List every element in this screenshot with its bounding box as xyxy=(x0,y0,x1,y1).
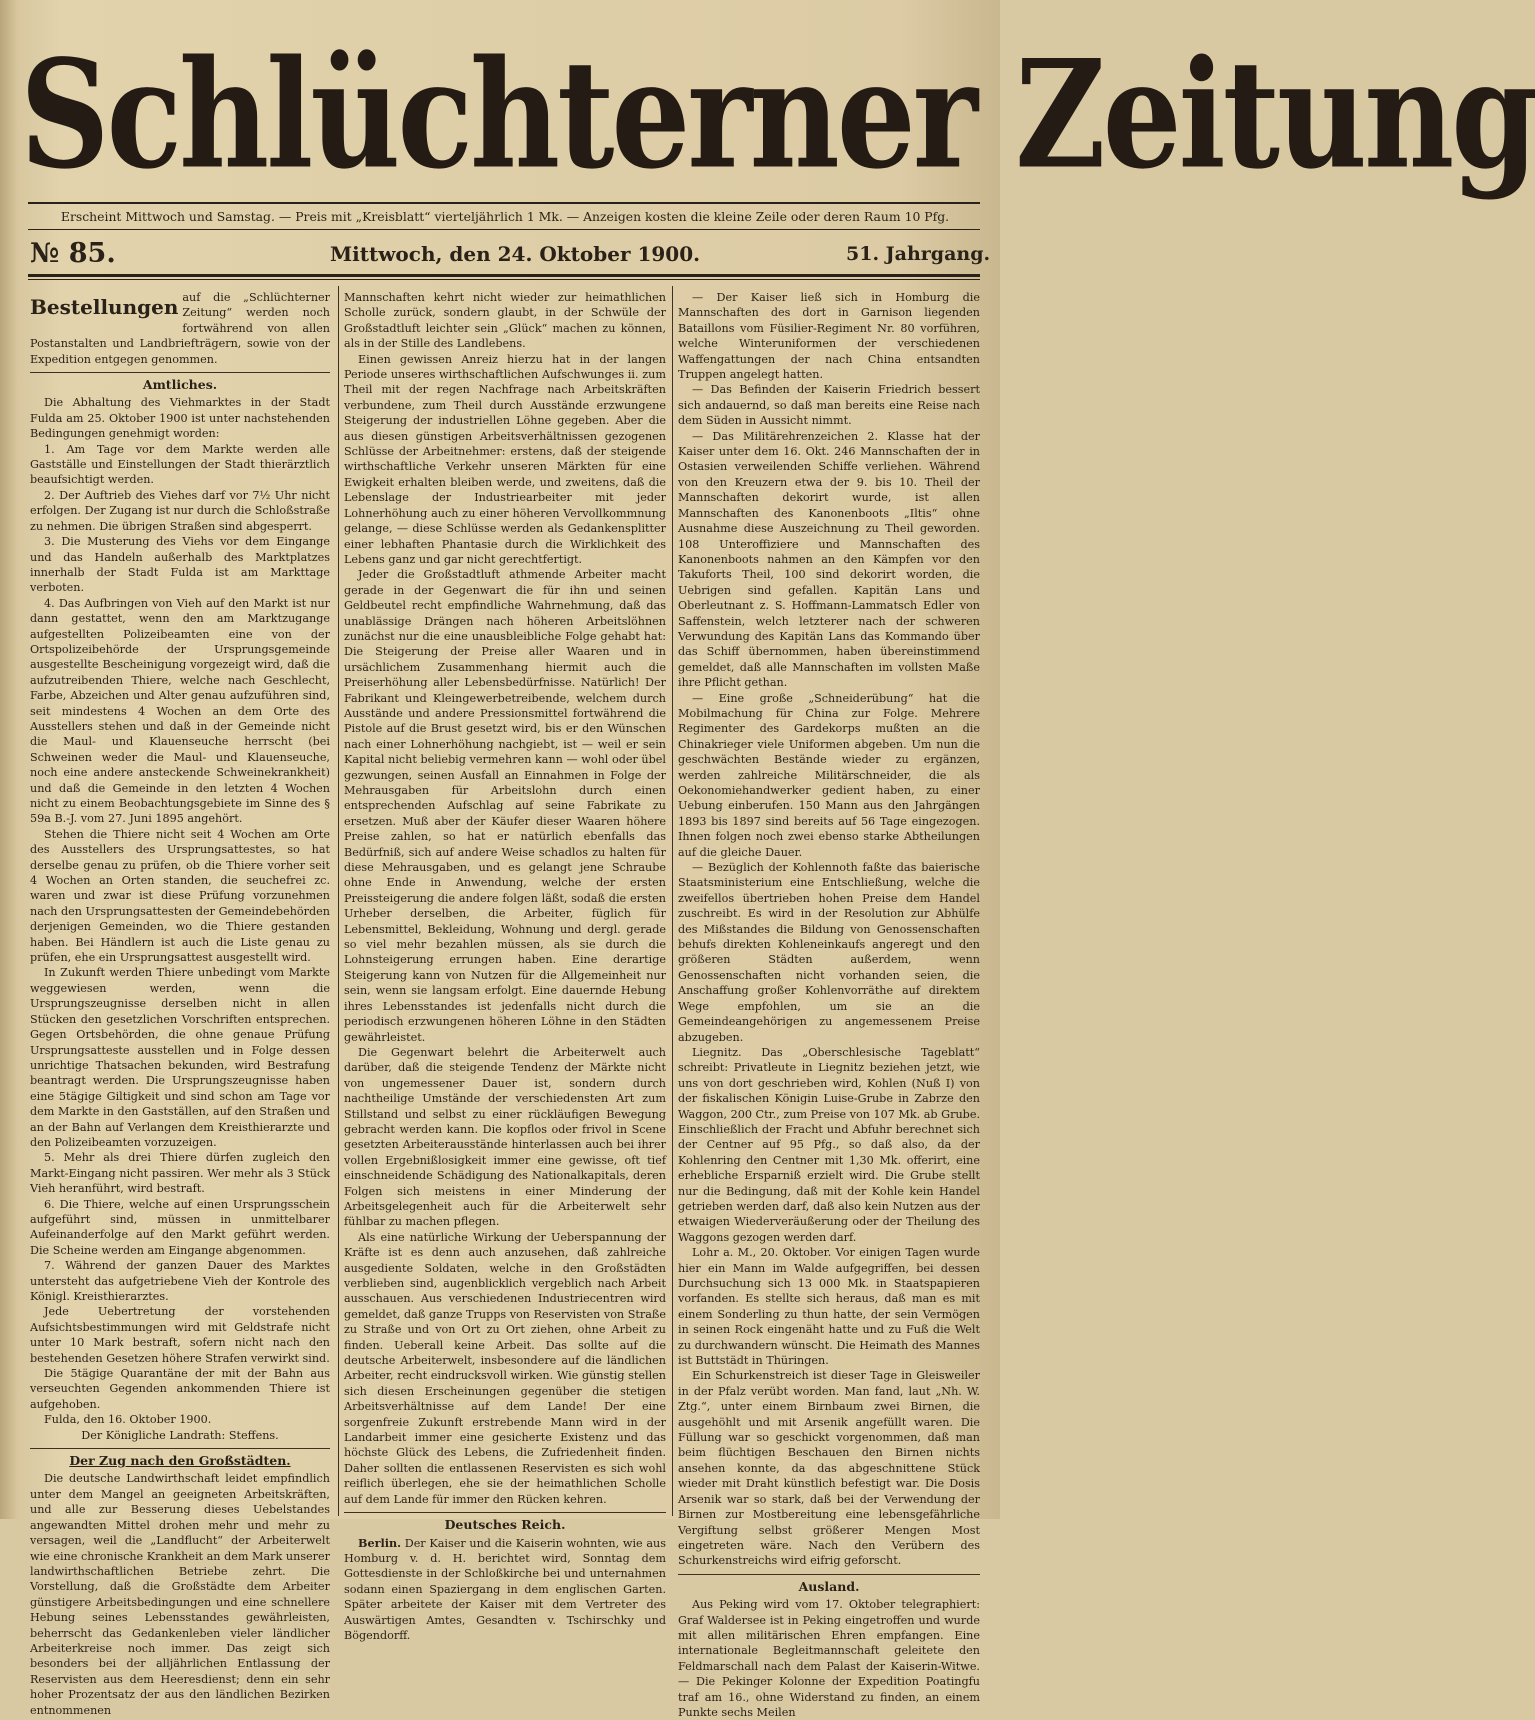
news-paragraph: — Bezüglich der Kohlennoth faßte das baierische Staatsministerium eine Entschließung, welche die zweifellos übertrieben hohen Preise dem Handel zuschreibt. Es wird in der Resolution zur Abhülfe des Mißstandes die Bildung von Genossenschaften behufs direkten Kohleneinkaufs angeregt und den größeren Städten außerdem, wenn Genossenschaften nicht vorhanden seien, die Anschaffung großer Kohlenvorräthe auf direktem Wege empfohlen, um sie an die Gemeindeangehörigen zu angemessenem Preise abzugeben. xyxy=(678,861,980,1044)
separator xyxy=(344,1512,666,1513)
amtliches-paragraph: Die Abhaltung des Viehmarktes in der Stadt Fulda am 25. Oktober 1900 ist unter nachstehenden Bedingungen genehmigt worden: xyxy=(30,396,330,441)
news-paragraph: Ein Schurkenstreich ist dieser Tage in Gleisweiler in der Pfalz verübt worden. Man fand, laut „Nh. W. Ztg.“, unter einem Birnbaum zwei Birnen, die ausgehöhlt und mit Arsenik angefüllt waren. Die Füllung war so geschickt vorgenommen, daß man beim flüchtigen Beschauen den Birnen nichts ansehen konnte, da das abgeschnittene Stück wieder mit Draht künstlich befestigt war. Die Dosis Arsenik war so stark, daß bei der Verwendung der Birnen zur Mostbereitung eine lebensgefährliche Vergiftung selbst größerer Mengen Most eingetreten wäre. Nach den Verübern des Schurkenstreichs wird eifrig geforscht. xyxy=(678,1369,980,1568)
news-paragraph: — Das Befinden der Kaiserin Friedrich bessert sich andauernd, so daß man bereits eine Reise nach dem Süden in Aussicht nimmt. xyxy=(678,383,980,428)
berlin-paragraph xyxy=(344,1536,666,1644)
issue-rule-thick xyxy=(28,274,980,277)
bestellungen-notice xyxy=(30,290,330,367)
news-paragraph: Liegnitz. Das „Oberschlesische Tageblatt“ schreibt: Privatleute in Liegnitz beziehen jetzt, wie uns von dort geschrieben wird, Kohlen (Nuß I) von der fiskalischen Königin Luise-Grube in Zabrze den Waggon, 200 Ctr., zum Preise von 107 Mk. ab Grube. Einschließlich der Fracht und Abfuhr berechnet sich der Centner auf 95 Pfg., so daß also, da der Kohlenring den Centner mit 1,30 Mk. offerirt, eine erhebliche Ersparniß erzielt wird. Die Grube stellt nur die Bedingung, daß mit der Kohle kein Handel getrieben werden darf, daß also kein Nutzen aus der etwaigen Wiederveräußerung oder der Theilung des Waggons gezogen werden darf. xyxy=(678,1045,980,1244)
news-paragraph: Lohr a. M., 20. Oktober. Vor einigen Tagen wurde hier ein Mann im Walde aufgegriffen, bei dessen Durchsuchung sich 13 000 Mk. in Staatspapieren vorfanden. Es stellte sich heraus, daß man es mit einem Sonderling zu thun hatte, der sein Vermögen in seinen Rock eingenäht hatte und zu Fuß die Welt zu durchwandern wünscht. Die Heimath des Mannes ist Buttstädt in Thüringen. xyxy=(678,1246,980,1368)
amtliches-paragraph: 2. Der Auftrieb des Viehes darf vor 7½ Uhr nicht erfolgen. Der Zugang ist nur durch die Schloßstraße zu nehmen. Die übrigen Straßen sind abgesperrt. xyxy=(30,488,330,533)
amtliches-paragraph: Die 5tägige Quarantäne der mit der Bahn aus verseuchten Gegenden ankommenden Thiere ist aufgehoben. xyxy=(30,1367,330,1411)
zug-heading: Der Zug nach den Großstädten. xyxy=(69,1453,291,1469)
news-paragraph: — Das Militärehrenzeichen 2. Klasse hat der Kaiser unter dem 16. Okt. 246 Mannschaften der in Ostasien verweilenden Schiffe verliehen. Während von den Kreuzern etwa der 9. bis 10. Theil der Mannschaften dekorirt wurde, ist allen Mannschaften des Kanonenboots „Iltis“ ohne Ausnahme diese Auszeichnung zu Theil geworden. 108 Unteroffiziere und Mannschaften des Kanonenboots nahmen an den Kämpfen vor den Takuforts Theil, 100 sind dekorirt worden, die Uebrigen sind gefallen. Kapitän Lans und Oberleutnant z. S. Hoffmann-Lammatsch Edler von Saffenstein, welch letzterer nach der schweren Verwundung des Kapitän Lans das Kommando über das Schiff übernommen, haben übereinstimmend gemeldet, daß alle Mannschaften im vollsten Maße ihre Pflicht gethan. xyxy=(678,429,980,690)
column-left xyxy=(30,290,330,1717)
zug-paragraph: Als eine natürliche Wirkung der Ueberspannung der Kräfte ist es denn auch anzusehen, daß zahlreiche ausgediente Soldaten, welche in den Großstädten verblieben sind, augenblicklich vergeblich nach Arbeit ausschauen. Aus verschiedenen Industriecentren wird gemeldet, daß ganze Trupps von Reservisten von Straße zu Straße und von Ort zu Ort ziehen, ohne Arbeit zu finden. Ueberall keine Arbeit. Das sollte auf die deutsche Arbeiterwelt, insbesondere auf die ländlichen Arbeiter, recht eindrucksvoll wirken. Wie günstig stellen sich diesen Erscheinungen gegenüber die stetigen Arbeitsverhältnisse auf dem Lande! Der eine sorgenfreie Zukunft erstrebende Mann wird in der Landarbeit immer eine gesicherte Existenz und das höchste Glück des Lebens, die Zufriedenheit finden. Daher sollten die entlassenen Reservisten es sich wohl reiflich überlegen, ehe sie der heimathlichen Scholle auf dem Lande für immer den Rücken kehren. xyxy=(344,1230,666,1506)
issue-rule-thin xyxy=(28,279,980,280)
zug-paragraph: Mannschaften kehrt nicht wieder zur heimathlichen Scholle zurück, sondern glaubt, in der Schwüle der Großstadtluft leichter sein „Glück“ machen zu können, als in der Stille des Landlebens. xyxy=(344,291,666,351)
bestellungen-title: Bestellungen xyxy=(30,295,179,319)
amtliches-paragraph: Jede Uebertretung der vorstehenden Aufsichtsbestimmungen wird mit Geldstrafe nicht unter 10 Mark bestraft, sofern nicht nach den bestehenden Gesetzen höhere Strafen verwirkt sind. xyxy=(30,1305,330,1365)
issue-year: 51. Jahrgang. xyxy=(846,243,991,265)
bestellungen-text: auf die „Schlüchterner Zeitung“ werden noch fortwährend von allen Postanstalten und Landbriefträgern, sowie von der Expedition entgegen genommen. xyxy=(30,291,330,366)
amtliches-paragraph: 5. Mehr als drei Thiere dürfen zugleich den Markt-Eingang nicht passiren. Wer mehr als 3 Stück Vieh heranführt, wird bestraft. xyxy=(30,1151,330,1196)
amtliches-paragraph: 3. Die Musterung des Viehs vor dem Eingange und das Handeln außerhalb des Marktplatzes innerhalb der Stadt Fulda ist am Markttage verboten. xyxy=(30,535,330,595)
masthead-rule-top xyxy=(28,202,980,204)
issue-date: Mittwoch, den 24. Oktober 1900. xyxy=(330,242,701,266)
news-paragraph: — Eine große „Schneiderübung“ hat die Mobilmachung für China zur Folge. Mehrere Regimenter des Gardekorps mußten an die Chinakrieger viele Uniformen abgeben. Um nun die geschwächten Bestände wieder zu ergänzen, werden zahlreiche Militärschneider, die als Oekonomiehandwerker gedient haben, zu einer Uebung einberufen. 150 Mann aus den Jahrgängen 1893 bis 1897 sind bereits auf 56 Tage eingezogen. Ihnen folgen noch zwei ebenso starke Abtheilungen auf die gleiche Dauer. xyxy=(678,691,980,859)
column-right xyxy=(678,290,980,1719)
zug-paragraph: Die deutsche Landwirthschaft leidet empfindlich unter dem Mangel an geeigneten Arbeitskräften, und alle zur Besserung dieses Uebelstandes angewandten Mittel drohen mehr und mehr zu versagen, weil die „Landflucht“ der Arbeiterwelt wie eine chronische Krankheit an dem Mark unserer landwirthschaftlichen Betriebe zehrt. Die Vorstellung, daß die Großstädte dem Arbeiter günstigere Arbeitsbedingungen und eine schnellere Hebung seines Lebensstandes gewährleisten, beherrscht das Gedankenleben vieler ländlicher Arbeiterkreise noch immer. Das zeigt sich besonders bei der alljährlichen Entlassung der Reservisten aus dem Heeresdienst; denn ein sehr hoher Prozentsatz der aus den ländlichen Bezirken entnommenen xyxy=(30,1472,330,1717)
column-divider-1 xyxy=(338,286,339,1516)
amtliches-paragraph: 4. Das Aufbringen von Vieh auf den Markt ist nur dann gestattet, wenn den am Marktzugange aufgestellten Polizeibeamten eine von der Ortspolizeibehörde der Ursprungsgemeinde ausgestellte Bescheinigung vorgezeigt wird, daß die aufzutreibenden Thiere, welche nach Geschlecht, Farbe, Abzeichen und Alter genau aufzuführen sind, seit mindestens 4 Wochen an dem Orte des Ausstellers stehen und daß in der Gemeinde nicht die Maul- und Klauenseuche herrscht (bei Schweinen weder die Maul- und Klauenseuche, noch eine andere ansteckende Schweinekrankheit) und daß die Gemeinde in den letzten 4 Wochen nicht zu einem Beobachtungsgebiete im Sinne des § 59a B.-J. vom 27. Juni 1895 angehört. xyxy=(30,596,330,826)
issue-number: № 85. xyxy=(30,238,116,269)
separator xyxy=(30,1448,330,1449)
news-paragraph: — Der Kaiser ließ sich in Homburg die Mannschaften des dort in Garnison liegenden Bataillons vom Füsilier-Regiment Nr. 80 vorführen, welche Winteruniformen der verschiedenen Waffengattungen der nach China entsandten Truppen angelegt hatten. xyxy=(678,291,980,382)
amtliches-paragraph: Stehen die Thiere nicht seit 4 Wochen am Orte des Ausstellers des Ursprungsattestes, so hat derselbe genau zu prüfen, ob die Thiere vorher seit 4 Wochen an Orten standen, die seuchefrei zc. waren und zwar ist diese Prüfung vorzunehmen nach den Ursprungsattesten der Gemeindebehörden derjenigen Gemeinden, wo die Thiere gestanden haben. Bei Händlern ist auch die Liste genau zu prüfen, ehe ein Ursprungsattest ausgestellt wird. xyxy=(30,827,330,965)
amtliches-paragraph: In Zukunft werden Thiere unbedingt vom Markte weggewiesen werden, wenn die Ursprungszeugnisse derselben nicht in allen Stücken den gesetzlichen Vorschriften entsprechen. Gegen Ortsbehörden, die ohne genaue Prüfung Ursprungsatteste ausstellen und in Folge dessen unrichtige Thatsachen bekunden, wird Bestrafung beantragt werden. Die Ursprungszeugnisse haben eine 5tägige Giltigkeit und sind schon am Tage vor dem Markte in den Gastställen, auf den Straßen und an der Bahn auf Verlangen dem Kreisthierarzte und den Polizeibeamten vorzuzeigen. xyxy=(30,966,330,1149)
separator xyxy=(30,372,330,373)
amtliches-paragraph: 7. Während der ganzen Dauer des Marktes untersteht das aufgetriebene Vieh der Kontrole des Königl. Kreisthierarztes. xyxy=(30,1259,330,1303)
berlin-text: Der Kaiser und die Kaiserin wohnten, wie aus Homburg v. d. H. berichtet wird, Sonntag dem Gottesdienste in der Schloßkirche bei und unternahmen sodann einen Spaziergang in dem englischen Garten. Später arbeitete der Kaiser mit dem Vertreter des Auswärtigen Amtes, Gesandten v. Tschirschky und Bögendorff. xyxy=(344,1536,666,1642)
berlin-lead: Berlin. xyxy=(358,1535,401,1550)
amtliches-paragraph: 6. Die Thiere, welche auf einen Ursprungsschein aufgeführt sind, müssen in unmittelbarer Aufeinanderfolge auf den Markt geführt werden. Die Scheine werden am Eingange abgenommen. xyxy=(30,1197,330,1257)
amtliches-heading: Amtliches. xyxy=(142,377,218,393)
ausland-heading: Ausland. xyxy=(798,1578,860,1594)
masthead-title: Schlüchterner Zeitung xyxy=(20,28,1535,203)
masthead-rule-middle xyxy=(28,229,980,230)
ausland-paragraph: Aus Peking wird vom 17. Oktober telegraphiert: Graf Waldersee ist in Peking eingetroffen und wurde mit allen militärischen Ehren empfangen. Eine internationale Begleitmannschaft geleitete den Feldmarschall nach dem Palast der Kaiserin-Witwe. — Die Pekinger Kolonne der Expedition Poatingfu traf am 16., ohne Widerstand zu finden, an einem Punkte sechs Meilen xyxy=(678,1598,980,1719)
zug-paragraph: Einen gewissen Anreiz hierzu hat in der langen Periode unseres wirthschaftlichen Aufschwunges ii. zum Theil mit der regen Nachfrage nach Arbeitskräften verbundene, zum Theil durch Ausstände erzwungene Steigerung der industriellen Löhne gegeben. Aber die aus diesen günstigen Arbeitsverhältnissen gezogenen Schlüsse der Arbeitnehmer: erstens, daß der steigende wirthschaftliche Verkehr unseren Märkten für eine Ewigkeit erhalten bleiben werde, und zweitens, daß die Lebenslage der Industriearbeiter mit jeder Lohnerhöhung auch zu einer höheren Vervollkommnung gelange, — diese Schlüsse werden als Gedankensplitter einer lebhaften Phantasie durch die Wirklichkeit des Lebens ganz und gar nicht gerechtfertigt. xyxy=(344,352,666,566)
masthead-subline: Erscheint Mittwoch und Samstag. — Preis mit „Kreisblatt“ vierteljährlich 1 Mk. — Anzeigen kosten die kleine Zeile oder deren Raum 10 Pfg. xyxy=(60,209,950,224)
zug-paragraph: Die Gegenwart belehrt die Arbeiterwelt auch darüber, daß die steigende Tendenz der Märkte nicht von ungemessener Dauer ist, sondern durch nachtheilige Umstände der verschiedensten Art zum Stillstand und selbst zu einer rückläufigen Bewegung gebracht werden kann. Die kopflos oder frivol in Scene gesetzten Arbeiterausstände hinterlassen auch bei ihrer vollen Ergebnißlosigkeit immer eine gewisse, oft tief einschneidende Schädigung des Nationalkapitals, deren Folgen sich meistens in einer Minderung der Arbeitsgelegenheit auch für die Arbeiterwelt sehr fühlbar zu machen pflegen. xyxy=(344,1045,666,1229)
separator xyxy=(678,1574,980,1575)
amtliches-paragraph: 1. Am Tage vor dem Markte werden alle Gastställe und Einstellungen der Stadt thierärztlich beaufsichtigt werden. xyxy=(30,442,330,487)
column-divider-2 xyxy=(672,286,673,1516)
column-middle xyxy=(344,290,666,1642)
zug-paragraph: Jeder die Großstadtluft athmende Arbeiter macht gerade in der Gegenwart die für ihn und seinen Geldbeutel recht empfindliche Wahrnehmung, daß das unablässige Drängen nach höheren Arbeitslöhnen zunächst nur die eine unausbleibliche Folge gehabt hat: Die Steigerung der Preise aller Waaren und in ursächlichem Zusammenhang hiermit auch die Preiserhöhung aller Lebensbedürfnisse. Natürlich! Der Fabrikant und Kleingewerbetreibende, welchem durch Ausstände und andere Pressionsmittel fortwährend die Pistole auf die Brust gesetzt wird, bis er den Wünschen nach einer Lohnerhöhung nachgiebt, ist — weil er sein Kapital nicht beliebig vermehren kann — wohl oder übel gezwungen, seinen Ausfall an Einnahmen in Folge der Mehrausgaben für Arbeitslohn durch einen entsprechenden Aufschlag auf seine Fabrikate zu ersetzen. Muß aber der Käufer dieser Waaren höhere Preise zahlen, so hat er natürlich ebenfalls das Bedürfniß, sich auf andere Weise schadlos zu halten für diese Mehrausgaben, und es gelangt jene Schraube ohne Ende in Anwendung, welche der ersten Preissteigerung die andere folgen läßt, sodaß die ersten Urheber derselben, die Arbeiter, füglich für Lebensmittel, Bekleidung, Wohnung und dergl. gerade so viel mehr bezahlen müssen, als sie durch die Lohnsteigerung errungen haben. Eine derartige Steigerung kann von Nutzen für die Allgemeinheit nur sein, wenn sie langsam erfolgt. Eine dauernde Hebung ihres Lebensstandes ist jedenfalls nicht durch die periodisch erzwungenen höheren Löhne in den Städten gewährleistet. xyxy=(344,568,666,1044)
amtliches-signature: Der Königliche Landrath: Steffens. xyxy=(81,1428,279,1442)
reich-heading: Deutsches Reich. xyxy=(444,1517,566,1533)
amtliches-dateline: Fulda, den 16. Oktober 1900. xyxy=(44,1413,212,1427)
